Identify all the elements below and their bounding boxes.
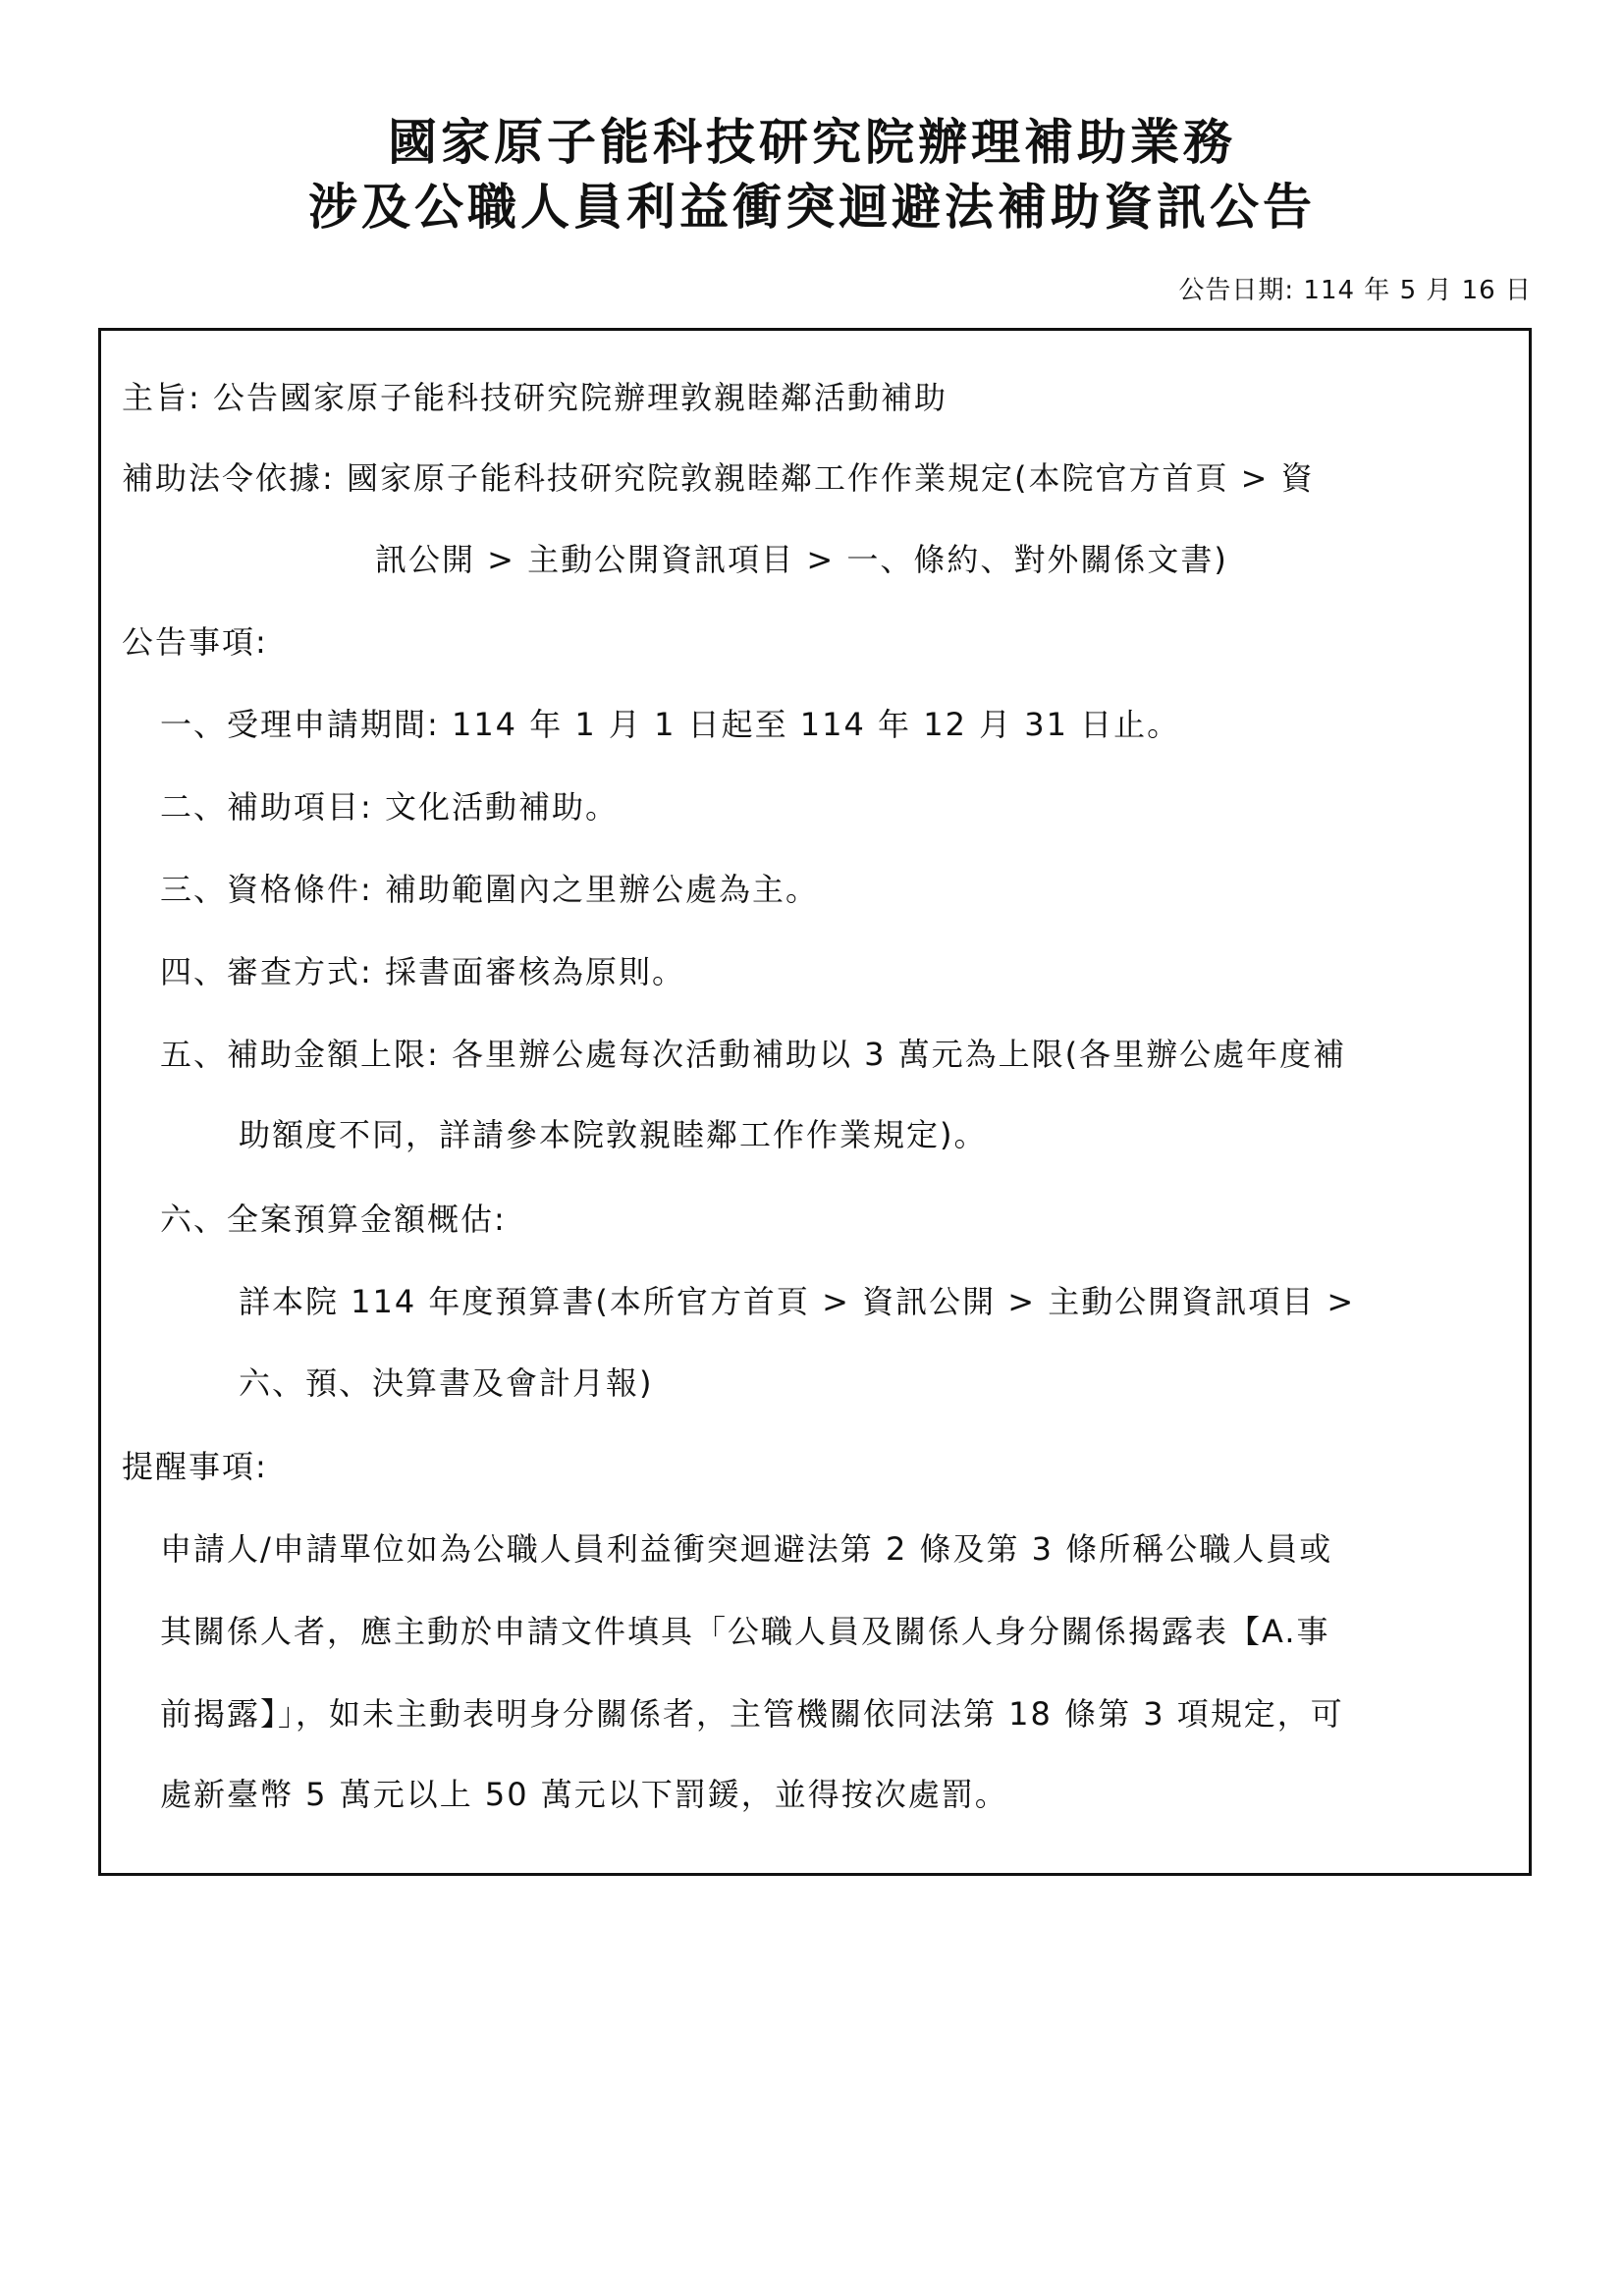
item-5-line-1: 五、補助金額上限: 各里辦公處每次活動補助以 3 萬元為上限(各里辦公處年度補	[160, 1036, 1347, 1073]
announce-date: 公告日期: 114 年 5 月 16 日	[1178, 276, 1532, 305]
legal-basis-line-2: 訊公開 > 主動公開資訊項目 > 一、條約、對外關係文書)	[375, 541, 1228, 578]
subject-line: 主旨: 公告國家原子能科技研究院辦理敦親睦鄰活動補助	[122, 379, 947, 416]
item-1: 一、受理申請期間: 114 年 1 月 1 日起至 114 年 12 月 31 日止。	[160, 706, 1181, 743]
reminder-line-4: 處新臺幣 5 萬元以上 50 萬元以下罰鍰，並得按次處罰。	[160, 1776, 1008, 1813]
legal-basis-line-1: 補助法令依據: 國家原子能科技研究院敦親睦鄰工作作業規定(本院官方首頁 > 資	[122, 459, 1315, 497]
item-4: 四、審查方式: 採書面審核為原則。	[160, 953, 685, 990]
reminder-line-2: 其關係人者，應主動於申請文件填具「公職人員及關係人身分關係揭露表【A.事	[160, 1613, 1330, 1650]
reminder-line-3: 前揭露】」，如未主動表明身分關係者，主管機關依同法第 18 條第 3 項規定，可	[160, 1695, 1344, 1733]
reminder-heading: 提醒事項:	[122, 1448, 268, 1485]
items-heading: 公告事項:	[122, 623, 268, 661]
item-6-heading: 六、全案預算金額概估:	[160, 1201, 507, 1238]
item-2: 二、補助項目: 文化活動補助。	[160, 788, 619, 826]
item-6-line-2: 六、預、決算書及會計月報)	[239, 1364, 654, 1402]
item-6-line-1: 詳本院 114 年度預算書(本所官方首頁 > 資訊公開 > 主動公開資訊項目 >	[239, 1283, 1356, 1320]
page-title-line-1: 國家原子能科技研究院辦理補助業務	[388, 113, 1236, 171]
item-3: 三、資格條件: 補助範圍內之里辦公處為主。	[160, 871, 819, 908]
item-5-line-2: 助額度不同，詳請參本院敦親睦鄰工作作業規定)。	[239, 1116, 988, 1153]
reminder-line-1: 申請人/申請單位如為公職人員利益衝突迴避法第 2 條及第 3 條所稱公職人員或	[160, 1530, 1333, 1568]
page-title-line-2: 涉及公職人員利益衝突迴避法補助資訊公告	[308, 178, 1316, 236]
